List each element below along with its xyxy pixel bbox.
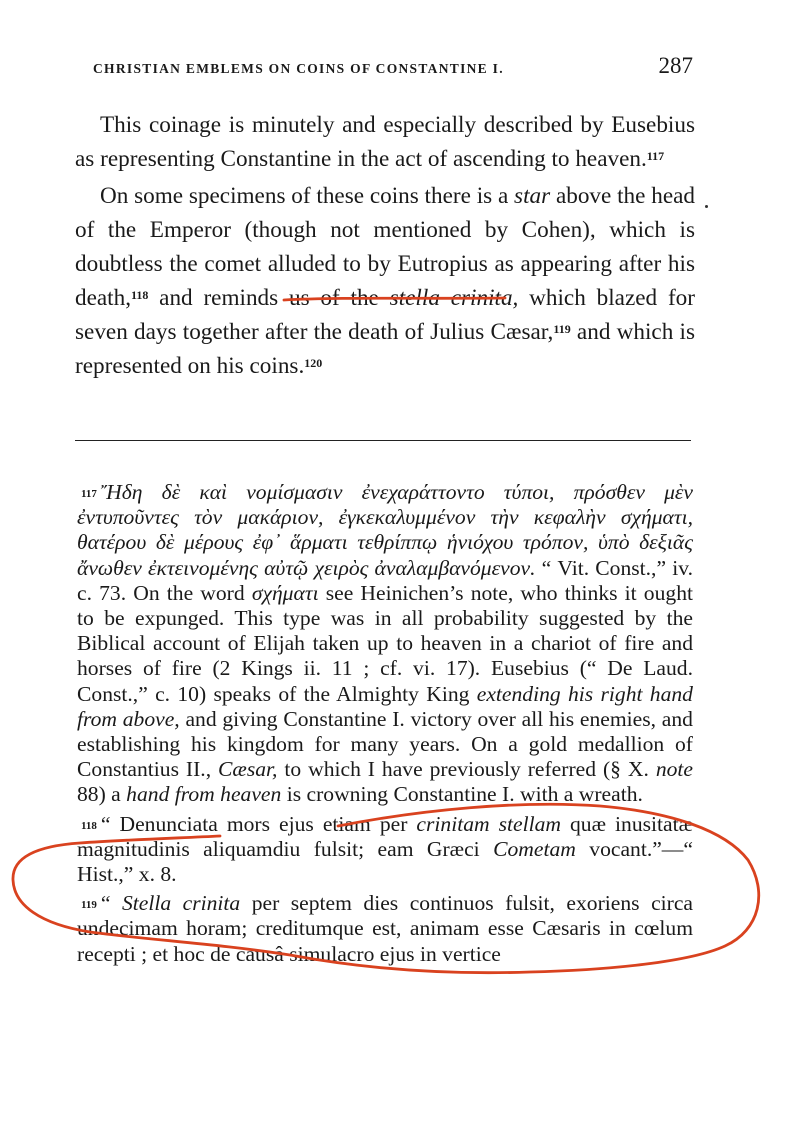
page-header [93, 53, 693, 83]
underlined-phrase: doubtless the comet [75, 251, 262, 277]
fn117-italic-1: extending his right hand from above, [77, 681, 693, 731]
fn117-greek-word: σχήματι [251, 580, 319, 605]
footnote-rule [75, 440, 691, 441]
footnote-119 [77, 891, 693, 967]
fn118-italic-2: Cometam [493, 836, 576, 861]
fn117-text-b: see Heinichen’s note, who thinks it ought to be expunged. This type was in all probability suggested by the Biblical account of Elijah taken up to heaven in a chariot of fire and horses of fire (2 Kings ii. 11 ; cf. vi. 17). Eusebius (“ De Laud. Const.,” c. 10) speaks of the Almighty King [77, 580, 693, 706]
fn117-text-e: 88) a [77, 782, 127, 807]
fn118-italic-1: crinitam stellam [416, 811, 561, 836]
footnotes [77, 480, 693, 971]
page-number: 287 [658, 53, 693, 78]
note-ref-117: 117 [646, 149, 665, 163]
footnote-mark-119: 119 [81, 899, 97, 912]
p2-text-b: above the head of the Emperor (though not mentioned by Cohen), which is [75, 183, 695, 243]
footnote-mark-118: 118 [81, 819, 97, 832]
fn117-text-a: “ Vit. Const.,” iv. c. 73. On the word [77, 555, 693, 605]
fn117-italic-4: hand from heaven [126, 782, 282, 807]
stray-dot [705, 205, 708, 208]
note-ref-119: 119 [553, 322, 571, 336]
fn117-text-d: to which I have previously referred (§ X. [277, 757, 656, 782]
footnote-118 [77, 812, 693, 888]
paragraph-1 [75, 108, 695, 176]
body-text [75, 108, 695, 383]
p2-text-e: which blazed for seven days together after the death of Julius Cæsar, [75, 285, 695, 345]
p2-star: star [514, 183, 551, 209]
fn119-text-a: “ [100, 891, 122, 916]
p2-text-a: On some specimens of these coins there is a [100, 183, 515, 209]
p2-text-d: and reminds us of the [148, 285, 390, 311]
fn118-text-c: vocant.”—“ Hist.,” x. 8. [77, 836, 693, 887]
fn119-italic-1: Stella crinita [121, 891, 241, 916]
fn117-italic-3: note [655, 757, 693, 782]
paragraph-2 [75, 179, 695, 383]
fn118-text-a: “ Denunciata mors ejus etiam per [100, 811, 417, 836]
running-title: CHRISTIAN EMBLEMS ON COINS OF CONSTANTINE I. [93, 61, 504, 76]
fn117-italic-2: Cæsar, [218, 757, 278, 782]
footnote-117 [77, 480, 693, 808]
fn118-text-b: quæ inusitatæ magnitudinis aliquamdiu fulsit; eam Græci [77, 811, 694, 861]
note-ref-118: 118 [131, 288, 149, 302]
fn119-text-b: per septem dies continuos fulsit, exoriens circa undecimam horam; creditumque est, animam esse Cæsaris in cœlum recepti ; et hoc de causâ simulacro ejus in vertice [77, 891, 694, 966]
p2-text-c: alluded to by Eutropius as appearing after his death, [75, 251, 695, 311]
fn117-text-f: is crowning Constantine I. with a wreath. [281, 782, 643, 807]
note-ref-120: 120 [304, 356, 323, 370]
fn117-text-c: and giving Constantine I. victory over all his enemies, and establishing his kingdom for many years. On a gold medallion of Constantius II., [77, 706, 693, 782]
paragraph-1-text: This coinage is minutely and especially described by Eusebius as representing Constantine in the act of ascending to heaven. [75, 112, 695, 172]
footnote-mark-117: 117 [81, 488, 97, 500]
p2-stella: stella crinita, [389, 285, 519, 311]
greek-quotation: Ἤδη δὲ καὶ νομίσμασιν ἐνεχαράττοντο τύποι, πρόσθεν μὲν ἐντυποῦντες τὸν μακάριον, ἐγκεκαλυμμένον τὴν κεφαλὴν σχήματι, θατέρου δὲ μέρους ἐφ᾽ ἅρματι τεθρίππῳ ἡνιόχου τρόπον, ὑπὸ δεξιᾶς ἄνωθεν ἐκτεινομένης αὐτῷ χειρὸς ἀναλαμβανόμενον. [77, 480, 693, 580]
p2-text-f: and which is represented on his coins. [75, 319, 695, 379]
